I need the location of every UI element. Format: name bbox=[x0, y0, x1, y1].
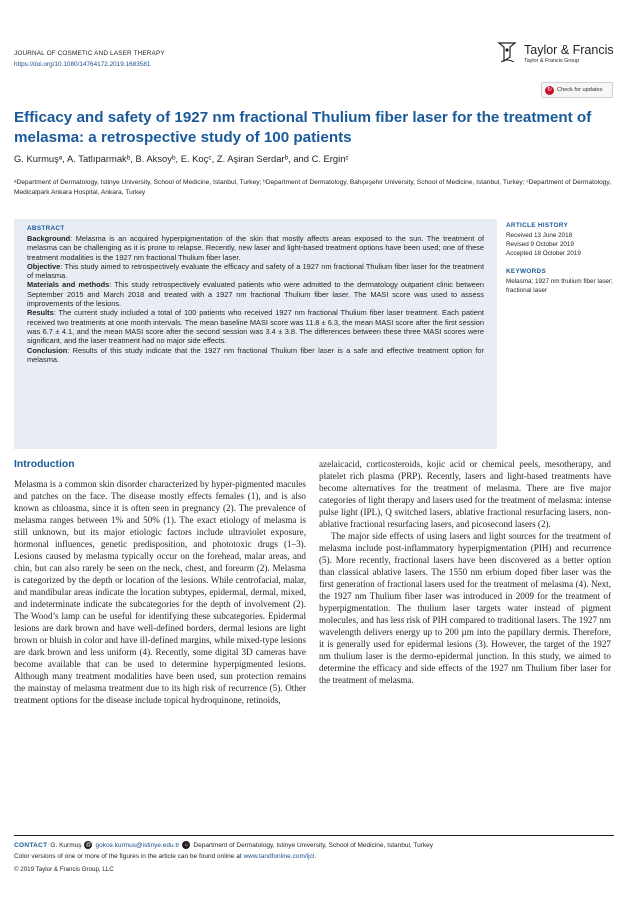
keywords-heading: KEYWORDS bbox=[506, 267, 547, 275]
affiliations: ᵃDepartment of Dermatology, Istinye University, School of Medicine, Istanbul, Turkey; ᵇDepartment of Dermatology, Bahçeşehir University, School of Medicine, Istanbul, Turkey; ᶜDepartment of Dermatology, Medicalpark Ankara Hospital, Ankara, Turkey bbox=[14, 179, 612, 196]
conclusion-text: : Results of this study indicate that the 1927 nm fractional Thulium fiber laser is a safe and effective treatment option for melasma. bbox=[27, 345, 484, 364]
check-for-updates-button[interactable] bbox=[541, 82, 613, 98]
accepted-date: Accepted 18 October 2019 bbox=[506, 250, 581, 258]
abstract-heading: ABSTRACT bbox=[27, 225, 65, 232]
revised-date: Revised 9 October 2019 bbox=[506, 241, 574, 249]
update-icon: ↻ bbox=[546, 87, 553, 93]
objective-text: : This study aimed to retrospectively evaluate the efficacy and safety of a 1927 nm fractional Thulium fiber laser for the treatment of melasma. bbox=[27, 261, 484, 281]
background-label: Background bbox=[27, 234, 71, 243]
publisher-group: Taylor & Francis Group bbox=[524, 58, 580, 64]
results-text: : The current study included a total of 100 patients who received 1927 nm fractional Thulium fiber laser treatment. Each patient received two treatments at one month intervals. The mean baseline MASI score was 11.8 ± 6.3, the mean MASI score after the first session was 6.7 ± 4.1, and the mean MASI score after the second session was 3.4 ± 3.8. The differences between these three MASI scores were significant, and the laser treatment had no major side effects. bbox=[27, 308, 484, 346]
results-label: Results bbox=[27, 308, 54, 318]
publisher-logo-icon bbox=[496, 41, 518, 65]
history-heading: ARTICLE HISTORY bbox=[506, 222, 569, 229]
color-note-link[interactable]: www.tandfonline.com/ijcl. bbox=[243, 853, 317, 860]
body-column-right bbox=[319, 458, 611, 686]
methods-text: : This study retrospectively evaluated patients who were admitted to the dermatology outpatient clinic between September 2015 and March 2018 and treated with a 1927 nm fractional Thulium fiber laser. The MASI score was used to assess improvements of the lesions. bbox=[27, 280, 484, 309]
intro-paragraph-3: The major side effects of using lasers and light sources for the treatment of melasma include post-inflammatory hyperpigmentation (PIH) and recurrence (5). More recently, fractional lasers have been discovered as a better option than classical ablative lasers. The 1550 nm erbium doped fiber laser was the first generation of fractional lasers used for the treatment of melasma (4). Next, the 1927 nm Thulium fiber laser was introduced in 2009 for the treatment of hyperpigmentation. The thulium laser targets water instead of pigment molecules, and has less risk of PIH compared to traditional lasers. The 1927 nm wavelength delivers energy up to 200 µm into the papillary dermis. Therefore, it is generally used for epidermal lesions (3). However, the target of the 1927 nm thulium laser is the dermo-epidermal junction. In this study, we aimed to determine the efficacy and side effects of the 1927 nm Thulium fiber laser for the treatment of melasma. bbox=[319, 531, 611, 685]
abstract-conclusion bbox=[27, 346, 484, 365]
color-note-text: Color versions of one or more of the figures in the article can be found online at bbox=[14, 853, 242, 860]
background-text: : Melasma is an acquired hyperpigmentation of the skin that mostly affects areas exposed to the sun. The treatment of melasma can be challenging as it is prone to relapse. Recently, new laser and light-based treatment options have been used; one of these treatment modalities is the 1927 nm fractional Thulium fiber laser. bbox=[27, 234, 484, 262]
abstract-methods bbox=[27, 280, 484, 308]
address-icon: ⌂ bbox=[182, 841, 190, 849]
intro-paragraph-2: azelaicacid, corticosteroids, kojic acid or chemical peels, mesotherapy, and platelet rich plasma (PRP). Recently, lasers and light-based treatments have become alternatives for the treatment of melasma. There are five major categories of light therapy and lasers used for the treatment of melasma: intense pulse light (IPL), Q switched lasers, ablative fractional resurfacing lasers, non-ablative fractional resurfacing lasers, and picosecond lasers (2). bbox=[319, 459, 611, 529]
article-metadata bbox=[506, 222, 626, 295]
abstract-background bbox=[27, 234, 484, 262]
contact-line bbox=[14, 841, 433, 849]
contact-label: CONTACT bbox=[14, 841, 48, 849]
copyright: © 2019 Taylor & Francis Group, LLC bbox=[14, 866, 114, 873]
contact-name: G. Kurmuş bbox=[50, 841, 82, 849]
body-column-left bbox=[14, 458, 306, 706]
abstract-box bbox=[14, 219, 497, 449]
footer-rule bbox=[14, 835, 614, 836]
contact-address: Department of Dermatology, Istinye University, School of Medicine, Istanbul, Turkey bbox=[193, 841, 434, 849]
objective-label: Objective bbox=[27, 261, 61, 271]
article-title: Efficacy and safety of 1927 nm fractional Thulium fiber laser for the treatment of melasma: a retrospective study of 100 patients bbox=[14, 109, 592, 146]
received-date: Received 13 June 2018 bbox=[506, 232, 573, 239]
intro-paragraph-1: Melasma is a common skin disorder characterized by hyper-pigmented macules and patches on the face. The disease mostly effects females (1), and is also known as chloasma, since it is often seen in pregnancy (2). The prevalence of melasma ranges between 1% and 50% (1). The exact etiology of melasma is still unknown, but its major etiologic factors include ultraviolet exposure, hormonal influences, genetic predisposition, and phototoxic drugs (1–3). Lesions caused by melasma typically occur on the forehead, malar areas, and chin, but can also rarely be seen on the neck, chest, and forearm (2). Melasma is categorized by the depth or location of the lesions. While centrofacial, malar, and mandibular areas indicate the location subtypes, epidermal, dermal, mixed, and indeterminate indicate the subcategories for the depth of involvement (2). The Wood’s lamp can be useful for identifying these subcategories. Epidermal lesions are dark brown and have well-defined borders, dermal lesions are light brown or bluish in color and have ill-defined margins, while mixed-type lesions are dark brown and less uniform (4). Recently, some digital 3D cameras have become available that can be used to determine hyperpigmented lesions. Although many treatment modalities have been used, sun protection remains the mainstay of melasma treatment due to its high risk of recurrence (5). Other treatment options for the disease include topical hydroquinone, retinoids, bbox=[14, 479, 306, 705]
publisher-name: Taylor & Francis bbox=[524, 43, 614, 57]
contact-email[interactable]: gokce.kurmus@istinye.edu.tr bbox=[95, 841, 180, 849]
color-note bbox=[14, 853, 316, 860]
abstract-objective bbox=[27, 262, 484, 281]
introduction-heading: Introduction bbox=[14, 459, 75, 470]
keywords-text: Melasma; 1927 nm thulium fiber laser; fractional laser bbox=[506, 277, 613, 294]
author-list: G. Kurmuşᵃ, A. Tatlıparmakᵇ, B. Aksoyᵇ, E. Koçᶜ, Z. Aşiran Serdarᵇ, and C. Erginᶜ bbox=[14, 153, 349, 164]
conclusion-label: Conclusion bbox=[27, 345, 68, 355]
methods-label: Materials and methods bbox=[27, 280, 110, 290]
abstract-results bbox=[27, 308, 484, 345]
email-icon: @ bbox=[85, 842, 91, 848]
doi-link[interactable]: https://doi.org/10.1080/14764172.2019.1683581 bbox=[14, 61, 151, 68]
journal-name: JOURNAL OF COSMETIC AND LASER THERAPY bbox=[14, 50, 165, 57]
check-for-updates-label: Check for updates bbox=[557, 87, 603, 93]
